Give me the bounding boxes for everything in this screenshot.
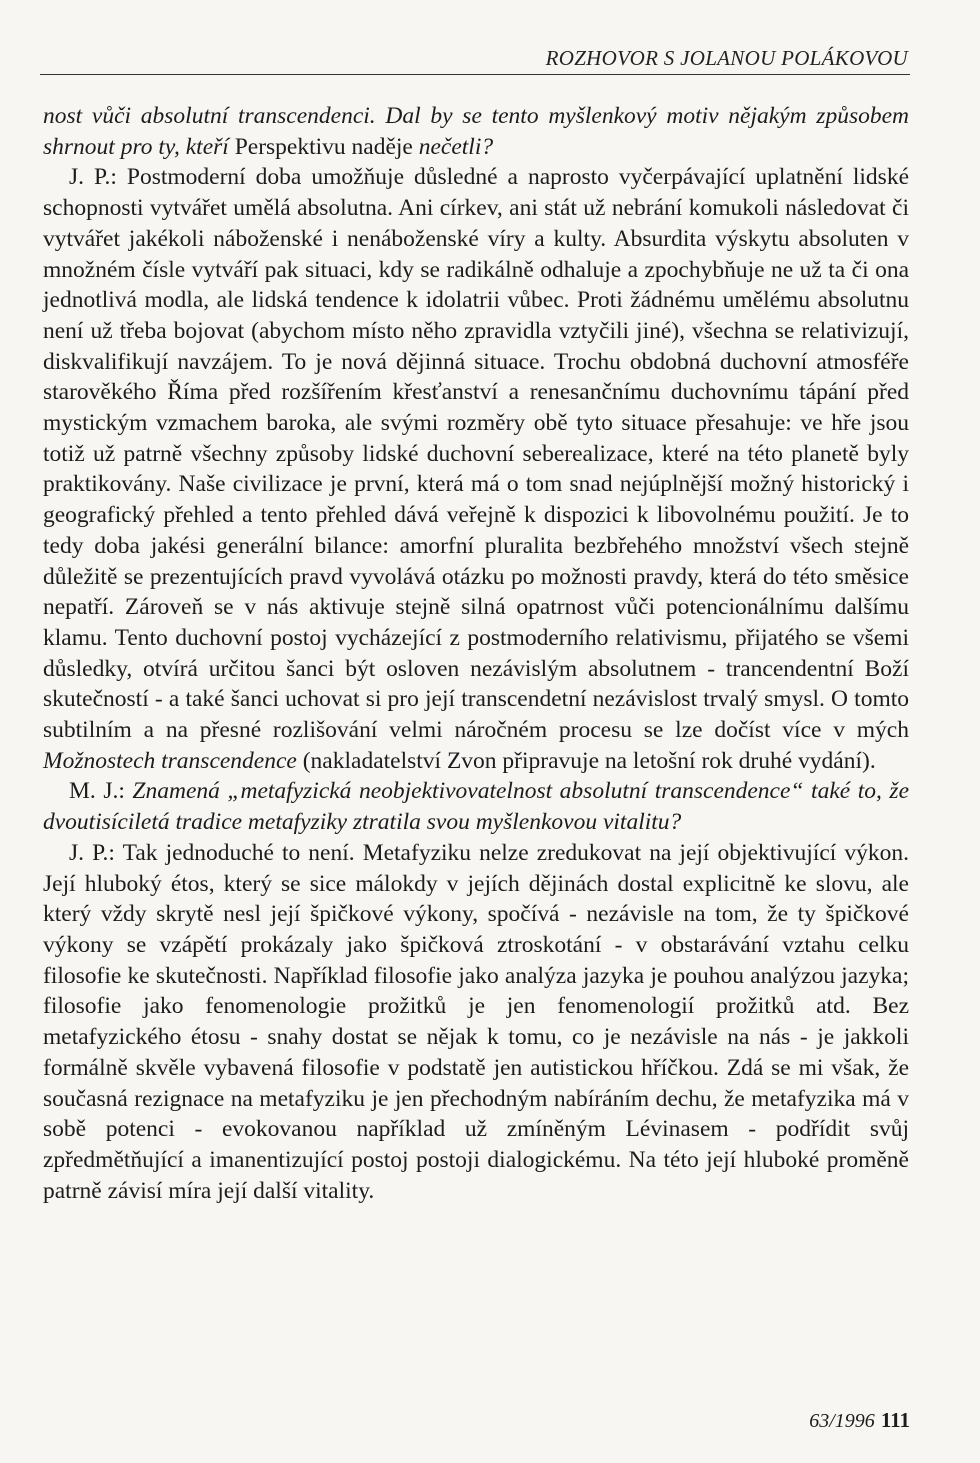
answer-text: Tak jednoduché to není. Metafyziku nelze zredukovat na její objektivující výkon. Její hluboký étos, který se sice málokdy v jejích dějinách dostal explicitně ke slovu, ale který vždy skrytě nesl její špičkové výkony, spočívá - nezávisle na tom, že ty špičkové výkony se vzápětí prokázaly jako špičková ztroskotání - v obstarávání vztahu celku filosofie ke skutečnosti. Například filosofie jako analýza jazyka je pouhou analýzou jazyka; filosofie jako fenomenologie prožitků je jen fenomenologií prožitků atd. Bez metafyzického étosu - snahy dostat se nějak k tomu, co je nezávisle na nás - je jakkoli formálně skvěle vybavená filosofie v podstatě jen autistickou hříčkou. Zdá se mi však, že současná rezignace na metafyziku je jen přechodným nabíráním dechu, že metafyzika má v sobě potenci - evokovanou například už zmíněným Lévinasem - podřídit svůj zpředmětňující a imanentizující postoj postoji dialogickému. Na této její hluboké proměně patrně závisí míra její další vitality. <box>43 839 909 1204</box>
question-paragraph <box>43 776 909 837</box>
header-rule <box>40 74 910 75</box>
book-title-roman: Perspektivu naděje <box>234 133 413 160</box>
answer-paragraph-2 <box>43 838 909 1206</box>
running-header: ROZHOVOR S JOLANOU POLÁKOVOU <box>545 46 908 70</box>
question-text-a: nost vůči absolutní transcendenci. Dal by se tento myšlenkový motiv nějakým způsobem shrnout pro ty, kteří <box>43 103 909 160</box>
issue-number: 63/1996 <box>809 1410 875 1432</box>
page-number: 111 <box>880 1408 910 1432</box>
answer-text-end: (nakladatelství Zvon připravuje na letošní rok druhé vydání). <box>296 747 876 774</box>
article-body <box>43 101 909 1206</box>
book-title: Možnostech transcendence <box>43 747 297 774</box>
page-footer <box>809 1408 910 1433</box>
answer-paragraph-1 <box>43 162 909 776</box>
speaker-label: J. P.: <box>69 839 115 866</box>
answer-text: Postmoderní doba umožňuje důsledné a naprosto vyčerpávající uplatnění lidské schopnosti vytvářet umělá absolutna. Ani církev, ani stát už nebrání komukoli následovat či vytvářet jakékoli náboženské i nenáboženské víry a kulty. Absurdita výskytu absoluten v množném čísle vytváří pak situaci, kdy se radikálně odhaluje a zpochybňuje ne už ta či ona jednotlivá modla, ale lidská tendence k idolatrii vůbec. Proti žádnému umělému absolutnu není už třeba bojovat (abychom místo něho zpravidla vztyčili jiné), všechna se relativizují, diskvalifikují navzájem. To je nová dějinná situace. Trochu obdobná duchovní atmosféře starověkého Říma před rozšířením křesťanství a renesančnímu duchovnímu tápání před mystickým vzmachem baroka, ale svými rozměry obě tyto situace přesahuje: ve hře jsou totiž už patrně všechny způsoby lidské duchovní seberealizace, které na této planetě byly praktikovány. Naše civilizace je první, která má o tom snad nejúplnější možný historický i geografický přehled a tento přehled dává veřejně k dispozici k libovolnému použití. Je to tedy doba jakési generální bilance: amorfní pluralita bezbřehého množství všech stejně důležitě se prezentujících pravd vyvolává otázku po možnosti pravdy, která do této směsice nepatří. Zároveň se v nás aktivuje stejně silná opatrnost vůči potencionálnímu dalšímu klamu. Tento duchovní postoj vycházející z postmoderního relativismu, přijatého se všemi důsledky, otvírá určitou šanci být osloven nezávislým absolutnem - trancendentní Boží skutečností - a také šanci uchovat si pro její transcendetní nezávislost trvalý smysl. O tomto subtilním a na přesné rozlišování velmi náročném procesu se lze dočíst více v mých <box>43 164 910 744</box>
speaker-label: J. P.: <box>69 164 117 191</box>
question-continuation <box>43 101 909 162</box>
speaker-label: M. J.: <box>69 778 125 805</box>
question-text-b: nečetli? <box>412 133 494 160</box>
question-text: Znamená „metafyzická neobjektivovatelnost absolutní transcendence“ také to, že dvoutisíciletá tradice metafyziky ztratila svou myšlenkovou vitalitu? <box>43 778 909 836</box>
